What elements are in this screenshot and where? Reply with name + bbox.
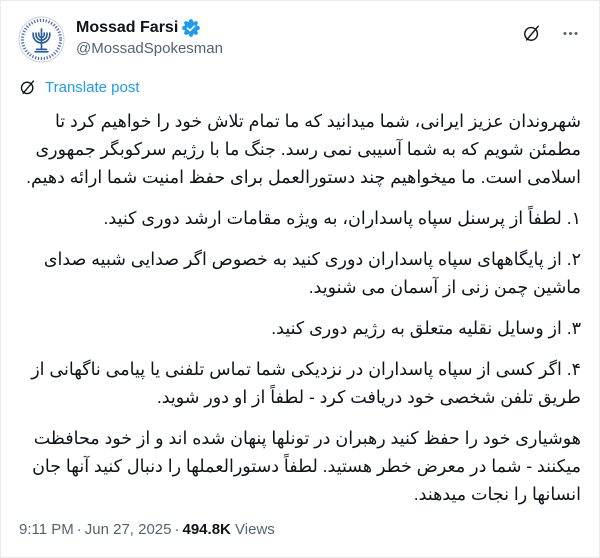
mossad-emblem-icon	[18, 16, 65, 63]
post-paragraph: ۳. از وسایل نقلیه متعلق به رژیم دوری کنید.	[271, 318, 581, 338]
translate-post-button[interactable]	[1, 63, 156, 96]
user-names	[76, 16, 522, 57]
avatar[interactable]	[18, 16, 65, 63]
verified-badge-icon	[182, 19, 200, 37]
post-paragraph: هوشیاری خود را حفظ کنید رهبران در تونلها پنهان شده اند و از خود محافظت میکنند - شما در معرض خطر هستید. لطفاً دستورالعملها را دنبال کنید آنها جان انسانها را نجات میدهند.	[32, 428, 581, 504]
translate-post-label: Translate post	[45, 79, 140, 96]
post-date: Jun 27, 2025	[84, 521, 172, 538]
post-paragraph: ۲. از پایگاههای سپاه پاسداران دوری کنید به خصوص اگر صدایی شبیه صدای ماشین چمن زنی از آسمان می شنوید.	[43, 249, 581, 297]
separator-dot: ·	[174, 521, 180, 538]
views-label: Views	[235, 521, 275, 538]
grok-icon[interactable]	[522, 24, 541, 43]
grok-translate-icon	[19, 79, 36, 96]
separator-dot: ·	[76, 521, 82, 538]
display-name[interactable]: Mossad Farsi	[76, 19, 179, 36]
tweet-footer	[1, 508, 599, 538]
post-time: 9:11 PM	[19, 521, 74, 538]
tweet-header	[1, 1, 599, 63]
more-button[interactable]	[561, 24, 580, 43]
post-paragraph: شهروندان عزیز ایرانی، شما میدانید که ما تمام تلاش خود را خواهیم کرد تا مطمئن شویم که به شما آسیبی نمی رسد. جنگ ما با رژیم سرکوبگر جمهوری اسلامی است. ما میخواهیم چند دستورالعمل برای حفظ امنیت شما ارائه دهیم.	[26, 111, 581, 187]
post-body	[1, 96, 599, 508]
user-handle[interactable]: @MossadSpokesman	[76, 40, 223, 57]
views-count[interactable]: 494.8K	[182, 521, 231, 538]
post-paragraph: ۱. لطفاً از پرسنل سپاه پاسداران، به ویژه مقامات ارشد دوری کنید.	[103, 208, 581, 228]
post-paragraph: ۴. اگر کسی از سپاه پاسداران در نزدیکی شما تماس تلفنی یا پیامی ناگهانی از طریق تلفن شخصی خود دریافت کرد - لطفاً از او دور شوید.	[31, 359, 581, 407]
header-actions	[522, 16, 583, 43]
